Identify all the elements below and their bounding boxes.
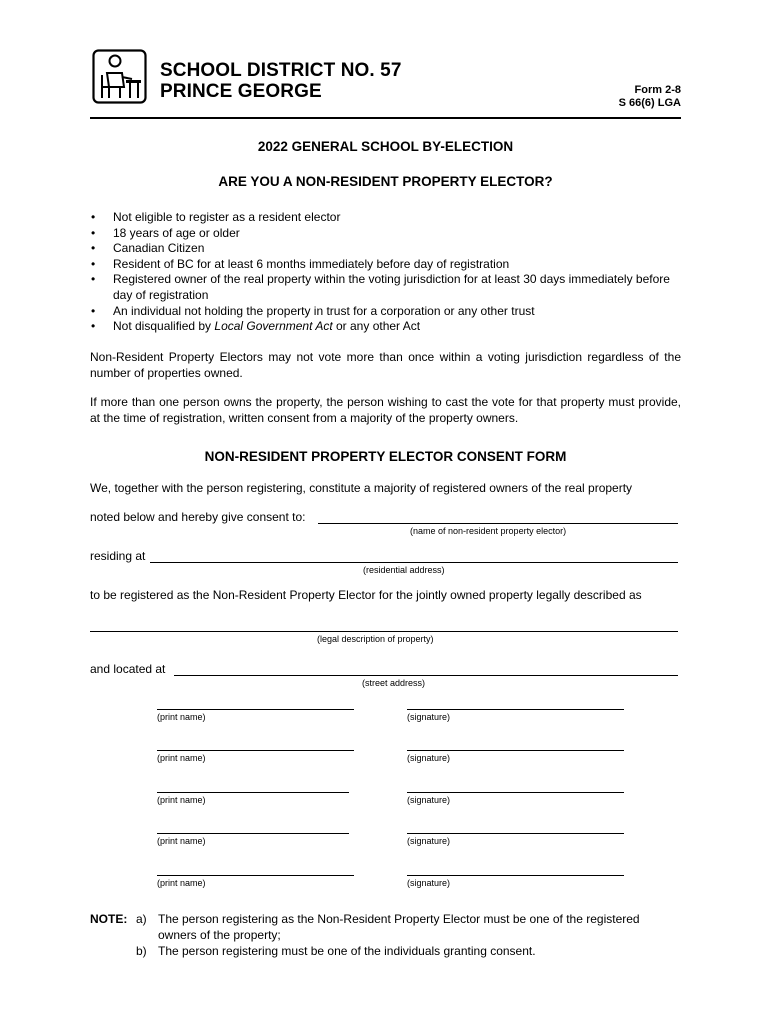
legal-description-caption: (legal description of property): [317, 634, 434, 644]
consent-intro: We, together with the person registering, constitute a majority of registered owners of the real property: [90, 481, 633, 495]
form-number: Form 2-8: [634, 84, 681, 96]
residential-address-field[interactable]: [150, 562, 678, 563]
signature-caption: (signature): [407, 836, 451, 846]
registration-statement: to be registered as the Non-Resident Property Elector for the jointly owned property legally described as: [90, 588, 642, 602]
header-divider: [90, 117, 681, 119]
located-label: and located at: [90, 662, 166, 676]
print-name-caption: (print name): [157, 878, 206, 888]
consent-requirement-paragraph: If more than one person owns the property, the person wishing to cast the vote for that property must provide, at the time of registration, written consent from a majority of the property owners.: [90, 395, 681, 425]
print-name-caption: (print name): [157, 712, 206, 722]
voting-limit-paragraph: Non-Resident Property Electors may not vote more than once within a voting jurisdiction regardless of the number of properties owned.: [90, 350, 681, 380]
elector-name-caption: (name of non-resident property elector): [410, 526, 567, 536]
consent-to-label: noted below and hereby give consent to:: [90, 510, 306, 524]
signature-field[interactable]: [407, 750, 624, 751]
print-name-caption: (print name): [157, 836, 206, 846]
note-text: The person registering as the Non-Resident Property Elector must be one of the registered owners of the property;: [158, 912, 640, 942]
street-address-field[interactable]: [174, 675, 678, 676]
criteria-text: Not disqualified by: [113, 319, 215, 334]
note-text: The person registering must be one of the individuals granting consent.: [158, 944, 536, 958]
note-letter: a): [136, 912, 147, 926]
print-name-caption: (print name): [157, 795, 206, 805]
residential-address-caption: (residential address): [363, 565, 445, 575]
print-name-field[interactable]: [157, 833, 349, 834]
election-title: 2022 GENERAL SCHOOL BY-ELECTION: [257, 139, 514, 154]
print-name-caption: (print name): [157, 753, 206, 763]
act-name: Local Government Act: [214, 319, 333, 334]
form-reference: S 66(6) LGA: [618, 97, 681, 109]
eligibility-question: ARE YOU A NON-RESIDENT PROPERTY ELECTOR?: [218, 174, 553, 189]
criteria-item: • Resident of BC for at least 6 months immediately before day of registration: [90, 257, 681, 273]
signature-caption: (signature): [407, 712, 451, 722]
note-letter: b): [136, 944, 147, 958]
note-section: [90, 911, 681, 959]
signature-field[interactable]: [407, 875, 624, 876]
print-name-field[interactable]: [157, 875, 354, 876]
org-name: SCHOOL DISTRICT NO. 57: [160, 60, 402, 81]
signature-field[interactable]: [407, 833, 624, 834]
criteria-item: • Not eligible to register as a resident elector: [90, 210, 681, 226]
criteria-text: or any other Act: [332, 319, 421, 334]
note-label: NOTE:: [90, 912, 128, 926]
signature-field[interactable]: [407, 792, 624, 793]
print-name-field[interactable]: [157, 709, 354, 710]
residing-label: residing at: [90, 549, 146, 563]
signature-caption: (signature): [407, 753, 451, 763]
signature-caption: (signature): [407, 795, 451, 805]
street-address-caption: (street address): [362, 678, 426, 688]
print-name-field[interactable]: [157, 792, 349, 793]
criteria-item: • Registered owner of the real property within the voting jurisdiction for at least 30 days immediately before day of registration: [90, 272, 681, 303]
legal-description-field[interactable]: [90, 631, 678, 632]
eligibility-criteria-list: [90, 210, 681, 335]
criteria-item: • 18 years of age or older: [90, 226, 681, 242]
print-name-field[interactable]: [157, 750, 354, 751]
signature-caption: (signature): [407, 878, 451, 888]
criteria-item: • An individual not holding the property in trust for a corporation or any other trust: [90, 304, 681, 320]
criteria-item: [90, 319, 681, 335]
org-city: PRINCE GEORGE: [160, 81, 322, 102]
consent-form-title: NON-RESIDENT PROPERTY ELECTOR CONSENT FORM: [204, 449, 567, 464]
criteria-item: • Canadian Citizen: [90, 241, 681, 257]
student-at-desk-icon: [92, 49, 147, 104]
elector-name-field[interactable]: [318, 523, 678, 524]
signature-field[interactable]: [407, 709, 624, 710]
